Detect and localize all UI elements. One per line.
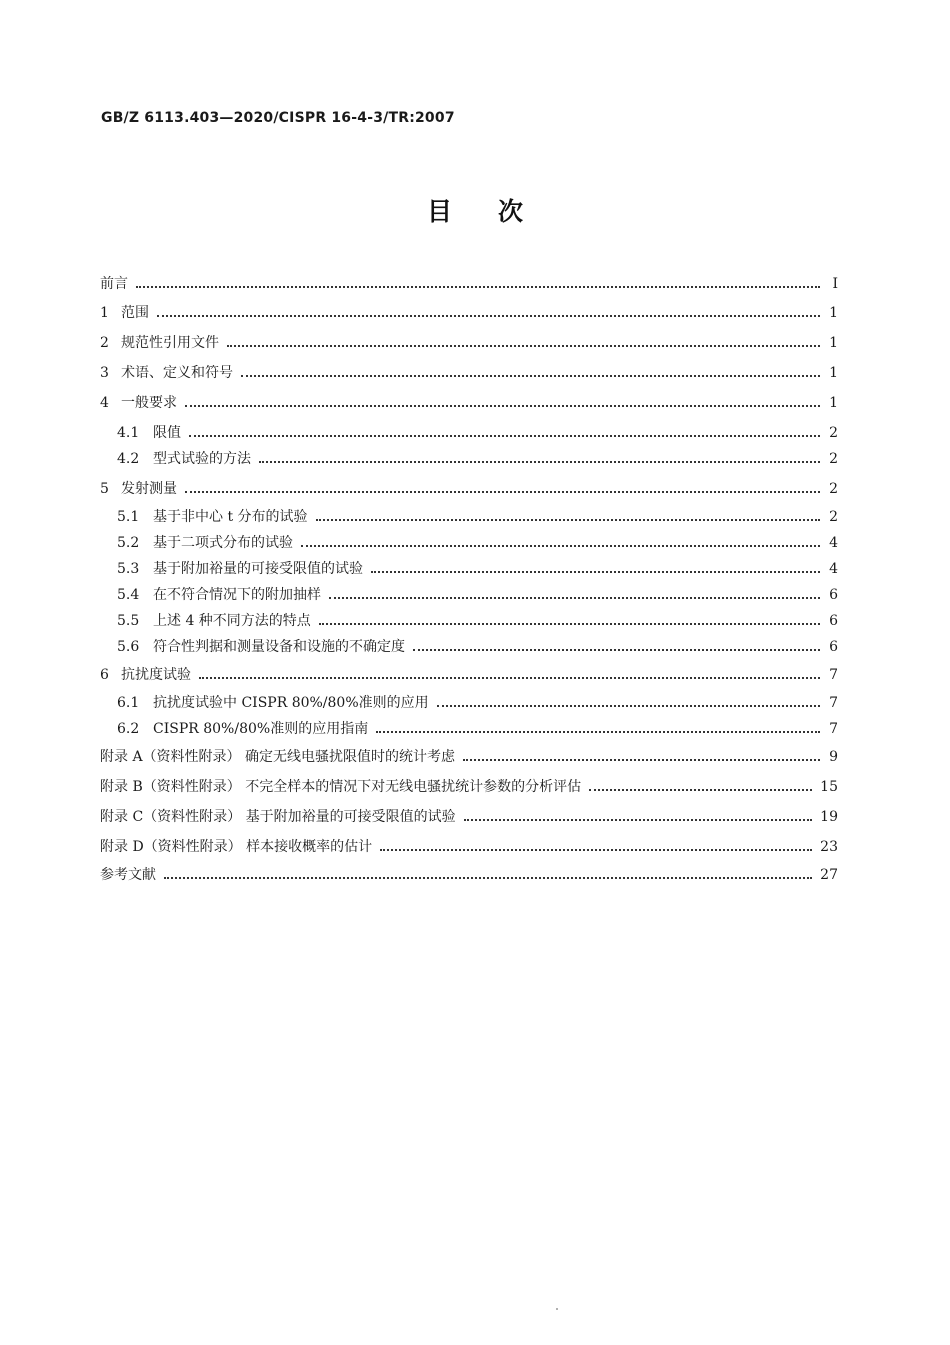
toc-entry[interactable]	[100, 475, 838, 499]
toc-entry-page: 1	[829, 305, 838, 321]
toc-entry-page: 1	[829, 335, 838, 351]
dot-leader	[227, 345, 820, 347]
toc-entry[interactable]	[117, 689, 838, 713]
toc-entry-label: 附录 A（资料性附录） 确定无线电骚扰限值时的统计考虑	[100, 749, 456, 765]
toc-entry-label: 上述 4 种不同方法的特点	[153, 613, 311, 629]
toc-entry-number: 2	[100, 335, 109, 351]
toc-entry-page: 1	[829, 365, 838, 381]
toc-entry-number: 1	[100, 305, 109, 321]
toc-entry-label: 基于非中心 t 分布的试验	[153, 509, 308, 525]
toc-entry-page: 4	[829, 561, 838, 577]
toc-entry[interactable]	[100, 861, 838, 885]
toc-entry-number: 4.1	[117, 425, 140, 441]
dot-leader	[157, 315, 820, 317]
dot-leader	[185, 491, 820, 493]
toc-entry[interactable]	[117, 715, 838, 739]
toc-entry-page: 7	[829, 695, 838, 711]
dot-leader	[329, 597, 820, 599]
toc-entry-page: 2	[829, 425, 838, 441]
toc-entry-page: 2	[829, 481, 838, 497]
toc-entry-label: 基于二项式分布的试验	[153, 535, 293, 551]
toc-entry-number: 5.2	[117, 535, 140, 551]
toc-entry-label: 参考文献	[100, 867, 156, 883]
toc-entry-page: 4	[829, 535, 838, 551]
toc-entry-number: 5.5	[117, 613, 140, 629]
toc-entry[interactable]	[100, 773, 838, 797]
dot-leader	[185, 405, 820, 407]
toc-entry-page: 6	[829, 613, 838, 629]
toc-entry[interactable]	[100, 803, 838, 827]
toc-entry-page: 15	[820, 779, 838, 795]
toc-entry-number: 5.4	[117, 587, 140, 603]
toc-entry[interactable]	[117, 529, 838, 553]
toc-entry[interactable]	[117, 555, 838, 579]
toc-entry-number: 5.1	[117, 509, 140, 525]
dot-leader	[437, 705, 820, 707]
toc-entry-label: 符合性判据和测量设备和设施的不确定度	[153, 639, 405, 655]
toc-entry[interactable]	[100, 743, 838, 767]
toc-entry[interactable]	[117, 419, 838, 443]
toc-entry-label: 在不符合情况下的附加抽样	[153, 587, 321, 603]
toc-entry-label: 术语、定义和符号	[121, 365, 233, 381]
toc-entry-number: 6	[100, 667, 109, 683]
toc-entry-number: 5.6	[117, 639, 140, 655]
toc-entry-label: 规范性引用文件	[121, 335, 219, 351]
toc-entry[interactable]	[100, 833, 838, 857]
toc-entry-label: 限值	[153, 425, 181, 441]
toc-entry[interactable]	[100, 389, 838, 413]
dot-leader	[136, 286, 820, 288]
toc-entry-number: 4	[100, 395, 109, 411]
toc-entry[interactable]	[100, 359, 838, 383]
toc-entry-page: 7	[829, 721, 838, 737]
dot-leader	[241, 375, 820, 377]
toc-entry[interactable]	[117, 581, 838, 605]
toc-entry-number: 4.2	[117, 451, 140, 467]
toc-entry-page: Ⅰ	[832, 276, 838, 292]
toc-entry-label: 范围	[121, 305, 149, 321]
toc-entry-label: 抗扰度试验	[121, 667, 191, 683]
toc-entry[interactable]	[100, 270, 838, 294]
standard-code: GB/Z 6113.403—2020/CISPR 16-4-3/TR:2007	[101, 110, 455, 126]
dot-leader	[380, 849, 812, 851]
toc-entry[interactable]	[100, 299, 838, 323]
toc-entry[interactable]	[117, 503, 838, 527]
dot-leader	[319, 623, 820, 625]
toc-entry-label: 型式试验的方法	[153, 451, 251, 467]
toc-entry-label: 抗扰度试验中 CISPR 80%/80%准则的应用	[153, 695, 429, 711]
dot-leader	[463, 759, 820, 761]
toc-entry-number: 5.3	[117, 561, 140, 577]
toc-entry-label: 附录 C（资料性附录） 基于附加裕量的可接受限值的试验	[100, 809, 456, 825]
toc-entry-label: 附录 D（资料性附录） 样本接收概率的估计	[100, 839, 373, 855]
toc-entry[interactable]	[100, 661, 838, 685]
page-title: 目次	[426, 197, 569, 226]
toc-entry-page: 1	[829, 395, 838, 411]
dot-leader	[259, 461, 820, 463]
toc-entry-label: 前言	[100, 276, 128, 292]
toc-entry-page: 19	[820, 809, 838, 825]
dot-leader	[413, 649, 820, 651]
dot-leader	[371, 571, 820, 573]
toc-entry-number: 6.1	[117, 695, 140, 711]
toc-entry-page: 2	[829, 509, 838, 525]
dot-leader	[316, 519, 820, 521]
toc-entry[interactable]	[117, 607, 838, 631]
dot-leader	[164, 877, 812, 879]
page-mark	[556, 1308, 558, 1310]
toc-entry-number: 3	[100, 365, 109, 381]
toc-entry-label: CISPR 80%/80%准则的应用指南	[153, 721, 369, 737]
toc-entry-label: 发射测量	[121, 481, 177, 497]
toc-entry-page: 7	[829, 667, 838, 683]
dot-leader	[376, 731, 820, 733]
toc-entry-page: 27	[820, 867, 838, 883]
toc-entry-label: 一般要求	[121, 395, 177, 411]
toc-entry-label: 附录 B（资料性附录） 不完全样本的情况下对无线电骚扰统计参数的分析评估	[100, 779, 582, 795]
dot-leader	[189, 435, 820, 437]
toc-entry-page: 2	[829, 451, 838, 467]
toc-entry-number: 6.2	[117, 721, 140, 737]
toc-entry-number: 5	[100, 481, 109, 497]
toc-entry-page: 9	[829, 749, 838, 765]
dot-leader	[301, 545, 820, 547]
dot-leader	[589, 789, 812, 791]
toc-entry-page: 6	[829, 587, 838, 603]
dot-leader	[464, 819, 813, 821]
toc-entry-label: 基于附加裕量的可接受限值的试验	[153, 561, 363, 577]
toc-entry[interactable]	[117, 633, 838, 657]
toc-entry-page: 23	[820, 839, 838, 855]
dot-leader	[199, 677, 820, 679]
toc-entry-page: 6	[829, 639, 838, 655]
toc-entry[interactable]	[117, 445, 838, 469]
toc-entry[interactable]	[100, 329, 838, 353]
